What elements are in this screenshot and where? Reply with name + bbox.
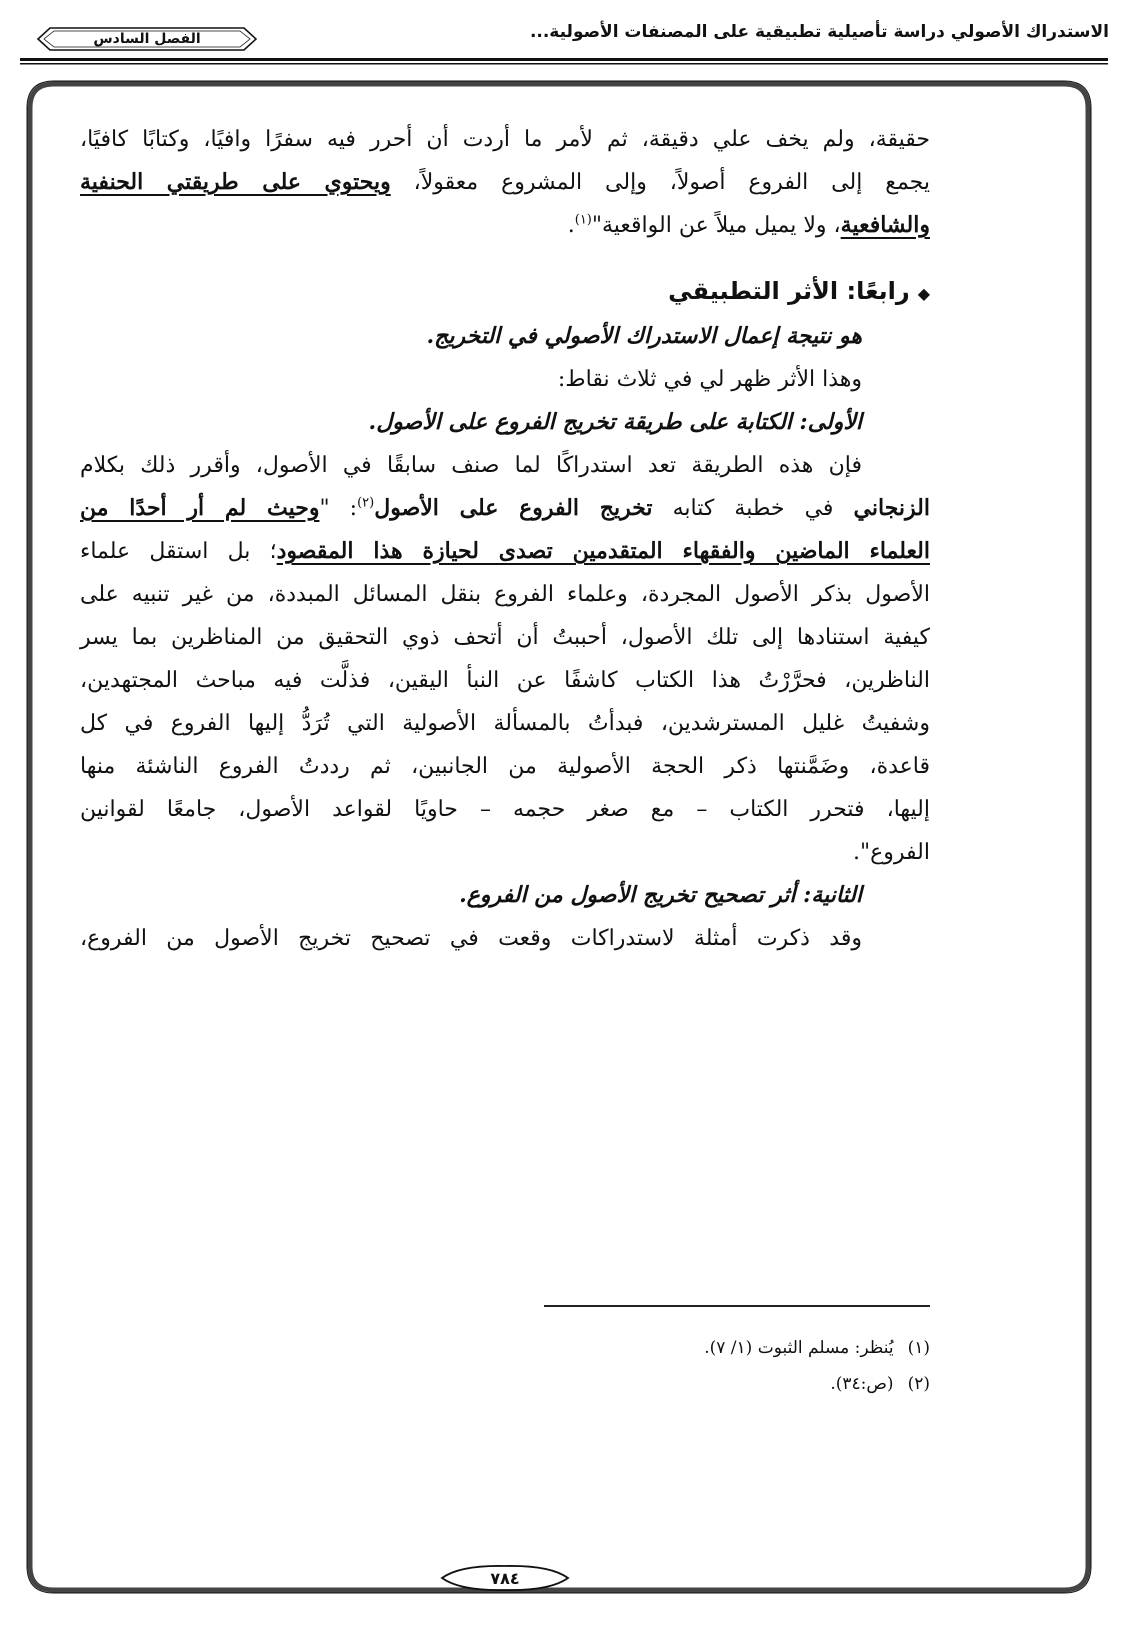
p2-line-2-text: في خطبة كتابه: [652, 496, 854, 521]
p2-line-6: الناظرين، فحرَّرْتُ هذا الكتاب كاشفًا عن النبأ اليقين، فذلَّت فيه مباحث المجتهدين،: [80, 668, 930, 693]
p2-line-2: [80, 487, 930, 530]
footnote-2: [544, 1366, 930, 1402]
first-point-heading: الأولى: الكتابة على طريقة تخريج الفروع على الأصول.: [368, 409, 862, 435]
section-heading: [80, 270, 930, 315]
footnotes: [544, 1330, 930, 1402]
p1-shafiiya: والشافعية: [840, 212, 930, 238]
footnote-1-number: (١): [907, 1338, 930, 1358]
p2-line-10: الفروع".: [853, 840, 930, 865]
chapter-label: الفصل السادس: [93, 31, 201, 47]
second-point-heading: الثانية: أثر تصحيح تخريج الأصول من الفروع.: [459, 882, 862, 908]
header-rule: [20, 58, 1108, 66]
p2-line-9: إليها، فتحرر الكتاب – مع صغر حجمه – حاويًا لقواعد الأصول، جامعًا لقوانين: [80, 797, 930, 822]
chapter-tab: [36, 26, 258, 52]
section-heading-text: رابعًا: الأثر التطبيقي: [668, 277, 910, 305]
p2-quote-emphasis: العلماء الماضين والفقهاء المتقدمين تصدى لحيازة هذا المقصود: [276, 538, 930, 564]
footnote-2-number: (٢): [907, 1374, 930, 1394]
p2-line-2-colon: : ": [319, 496, 358, 521]
bullet-diamond-icon: ◆: [917, 284, 930, 303]
author-zanjani: الزنجاني: [853, 495, 930, 521]
p2-line-1: فإن هذه الطريقة تعد استدراكًا لما صنف سابقًا في الأصول، وأقرر ذلك بكلام: [80, 453, 862, 478]
footnote-1: [544, 1330, 930, 1366]
p1-line-3-end: .: [567, 213, 575, 238]
p2-line-8: قاعدة، وضَمَّنتها ذكر الحجة الأصولية من الجانبين، ثم رددتُ الفروع الناشئة منها: [80, 754, 930, 779]
running-title: الاستدراك الأصولي دراسة تأصيلية تطبيقية على المصنفات الأصولية...: [529, 22, 1109, 42]
footnote-separator: [544, 1305, 930, 1307]
footnote-1-text: يُنظر: مسلم الثبوت (١/ ٧).: [704, 1338, 894, 1358]
main-content: [80, 118, 930, 960]
p2-line-3-text: ؛ بل استقل علماء: [80, 539, 277, 564]
p2-quote-start: وحيث لم أر أحدًا من: [80, 495, 320, 521]
p1-line-3: [80, 204, 930, 247]
p1-line-1: حقيقة، ولم يخف علي دقيقة، ثم لأمر ما أردت أن أحرر فيه سفرًا وافيًا، وكتابًا كافيًا،: [80, 127, 930, 152]
p2-line-3: [80, 530, 930, 573]
p2-line-7: وشفيتُ غليل المسترشدين، فبدأتُ بالمسألة الأصولية التي تُرَدُّ إليها الفروع في كل: [80, 711, 930, 736]
last-line: وقد ذكرت أمثلة لاستدراكات وقعت في تصحيح تخريج الأصول من الفروع،: [80, 926, 862, 951]
p1-quote-emphasis: ويحتوي على طريقتي الحنفية: [80, 169, 391, 195]
page-number: [440, 1563, 570, 1593]
footnote-ref-1[interactable]: (١): [574, 212, 592, 228]
footnote-ref-2[interactable]: (٢): [357, 495, 375, 511]
p1-line-3-text: ، ولا يميل ميلاً عن الواقعية": [591, 213, 841, 238]
footnote-2-text: (ص:٣٤).: [830, 1374, 894, 1394]
p1-line-2: [80, 161, 930, 204]
p2-line-4: الأصول بذكر الأصول المجردة، وعلماء الفروع بنقل المسائل المبددة، من غير تنبيه على: [80, 582, 930, 607]
p2-line-5: كيفية استنادها إلى تلك الأصول، أحببتُ أن أتحف ذوي التحقيق من المناظرين بما يسر: [80, 625, 930, 650]
book-title: تخريج الفروع على الأصول: [374, 495, 653, 521]
p1-line-2-text: يجمع إلى الفروع أصولاً، وإلى المشروع معقولاً،: [390, 170, 930, 195]
page-number-text: ٧٨٤: [490, 1568, 520, 1588]
points-intro: وهذا الأثر ظهر لي في ثلاث نقاط:: [557, 367, 862, 392]
definition: هو نتيجة إعمال الاستدراك الأصولي في التخريج.: [426, 323, 862, 349]
